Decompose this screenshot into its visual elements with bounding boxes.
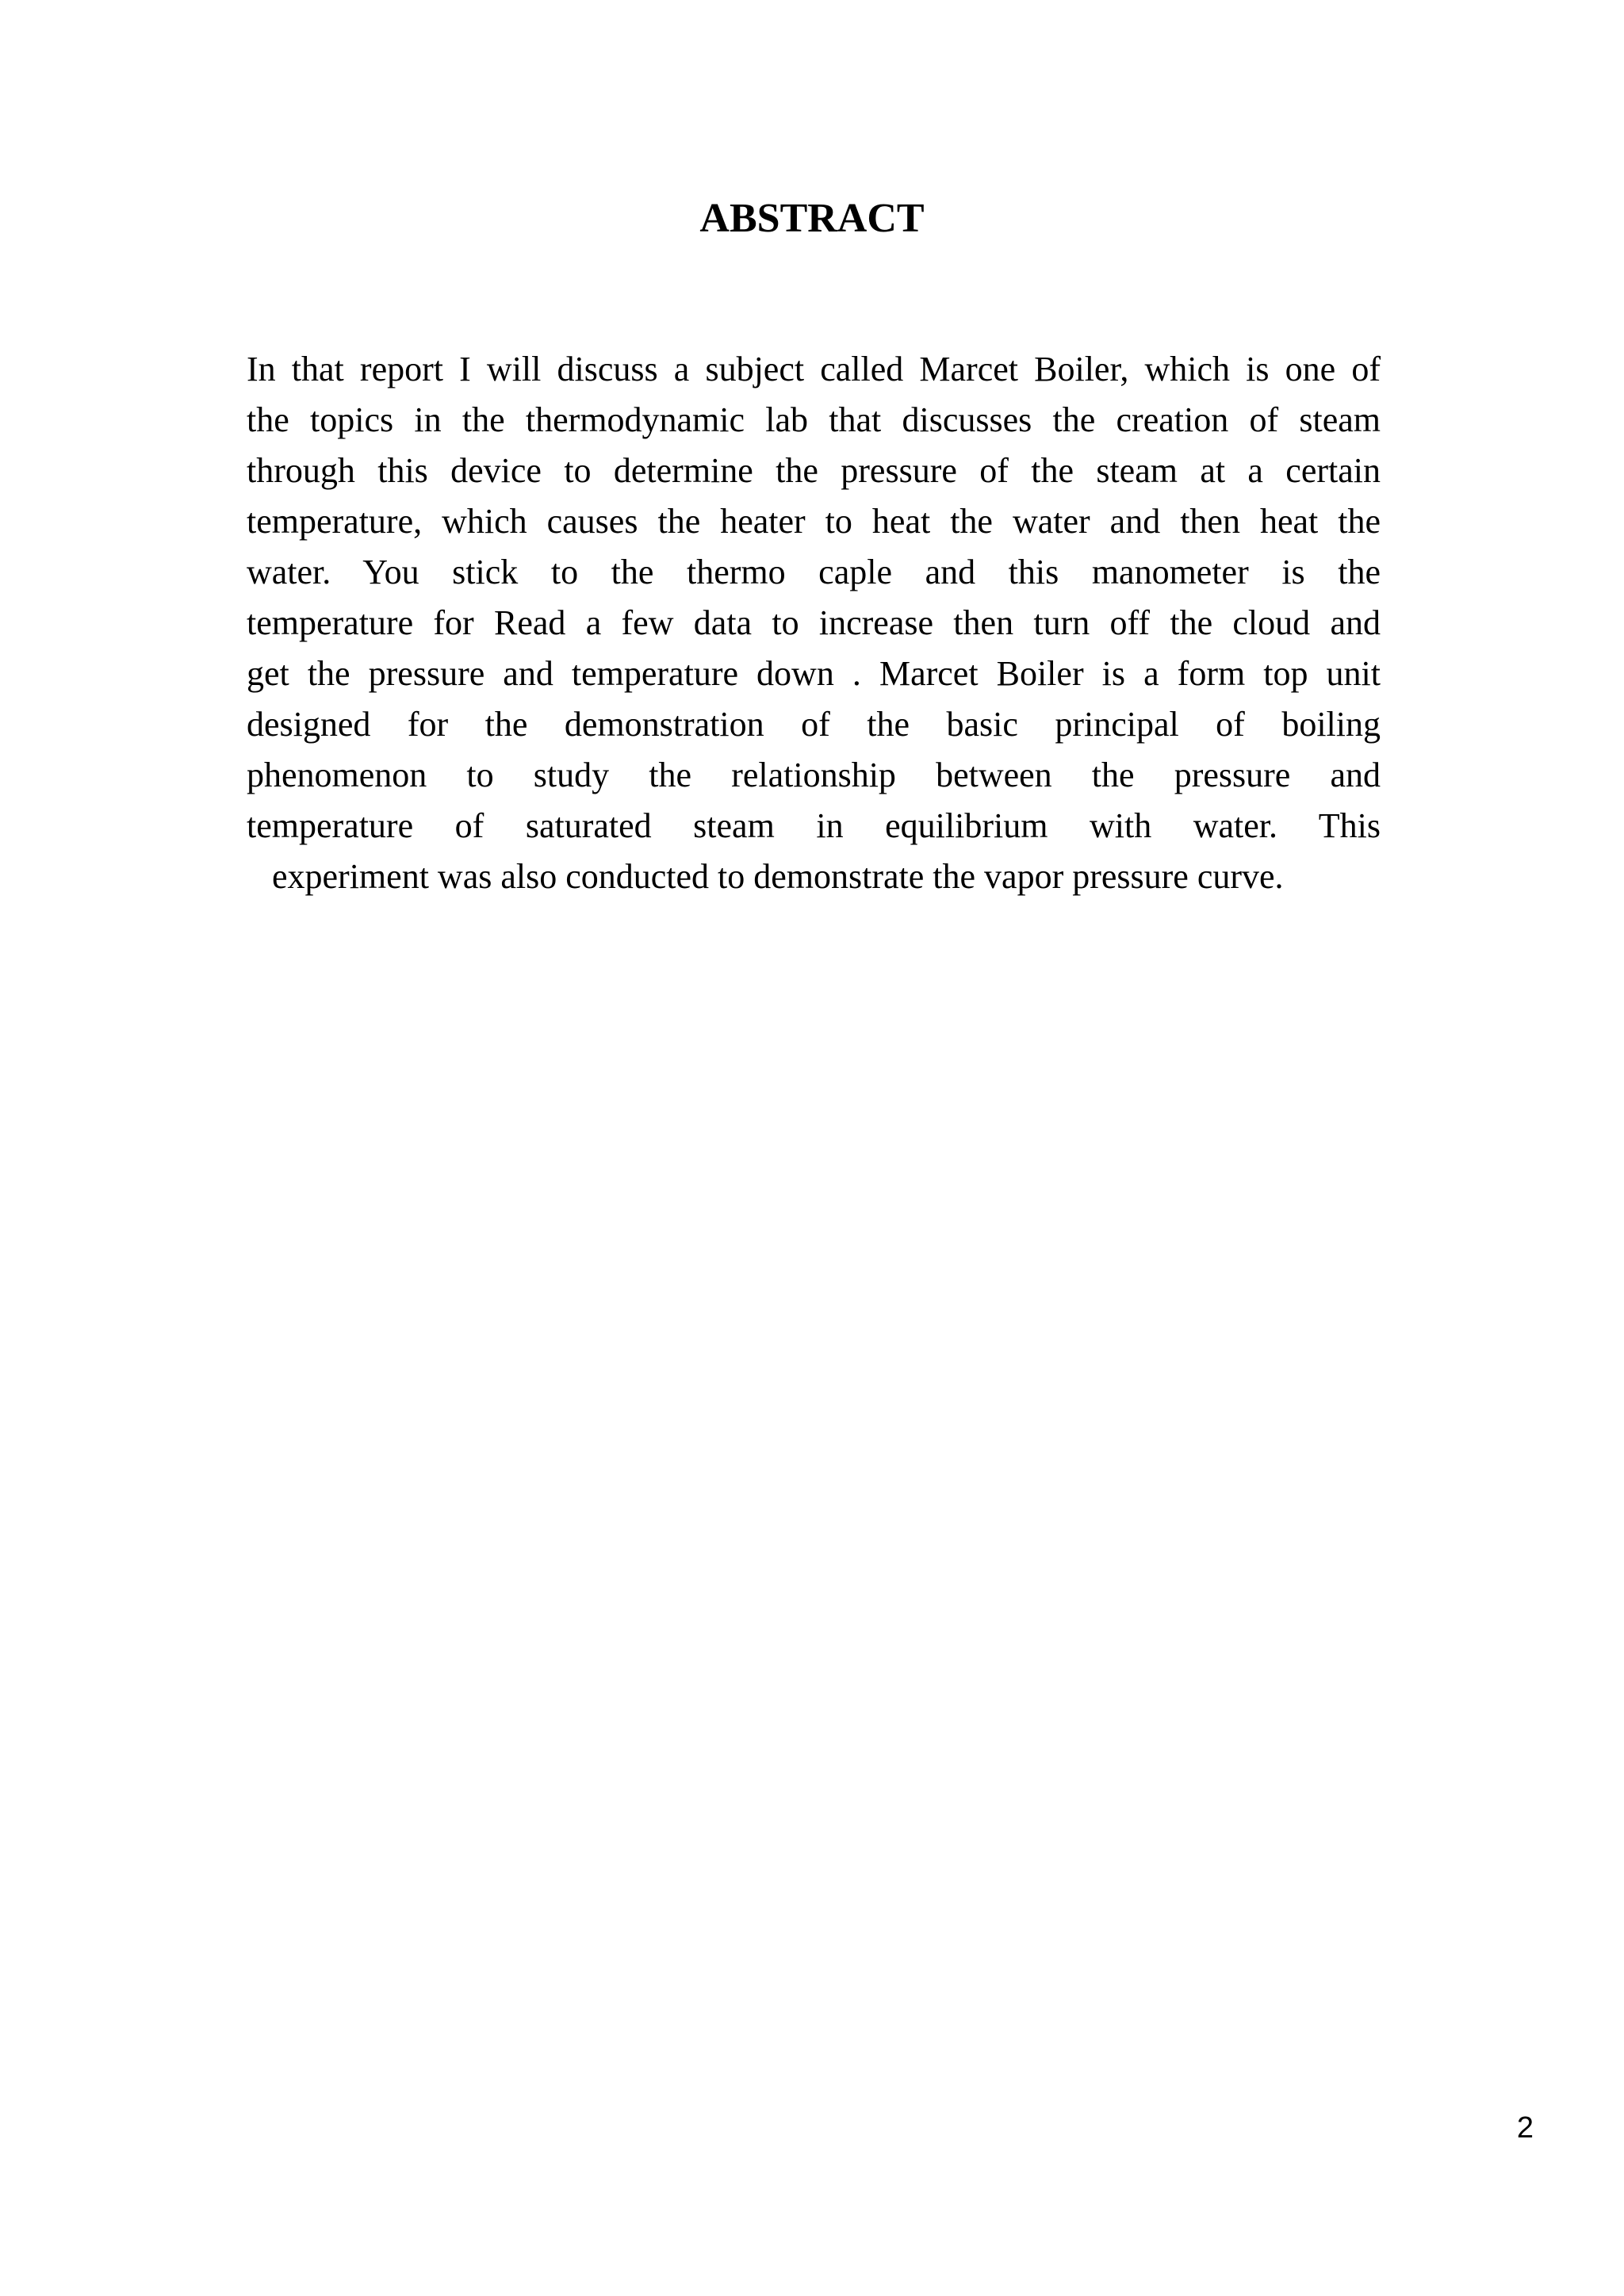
paragraph-line: phenomenon to study the relationship between the pressure and <box>247 756 1381 794</box>
paragraph-line: temperature, which causes the heater to heat the water and then heat the <box>247 502 1381 541</box>
paragraph-line: In that report I will discuss a subject called Marcet Boiler, which is one of <box>247 350 1381 388</box>
paragraph-line: water. You stick to the thermo caple and this manometer is the <box>247 553 1381 591</box>
paragraph-line: experiment was also conducted to demonstrate the vapor pressure curve. <box>272 857 1284 896</box>
page-number: 2 <box>1516 2111 1534 2145</box>
paragraph-line: through this device to determine the pressure of the steam at a certain <box>247 451 1381 490</box>
abstract-paragraph <box>247 344 1381 902</box>
page-title: ABSTRACT <box>699 196 925 241</box>
paragraph-line: get the pressure and temperature down . Marcet Boiler is a form top unit <box>247 654 1381 693</box>
paragraph-line: temperature for Read a few data to increase then turn off the cloud and <box>247 603 1381 642</box>
paragraph-line: the topics in the thermodynamic lab that discusses the creation of steam <box>247 400 1381 439</box>
paragraph-line: designed for the demonstration of the basic principal of boiling <box>247 705 1381 744</box>
paragraph-line: temperature of saturated steam in equilibrium with water. This <box>247 806 1381 845</box>
